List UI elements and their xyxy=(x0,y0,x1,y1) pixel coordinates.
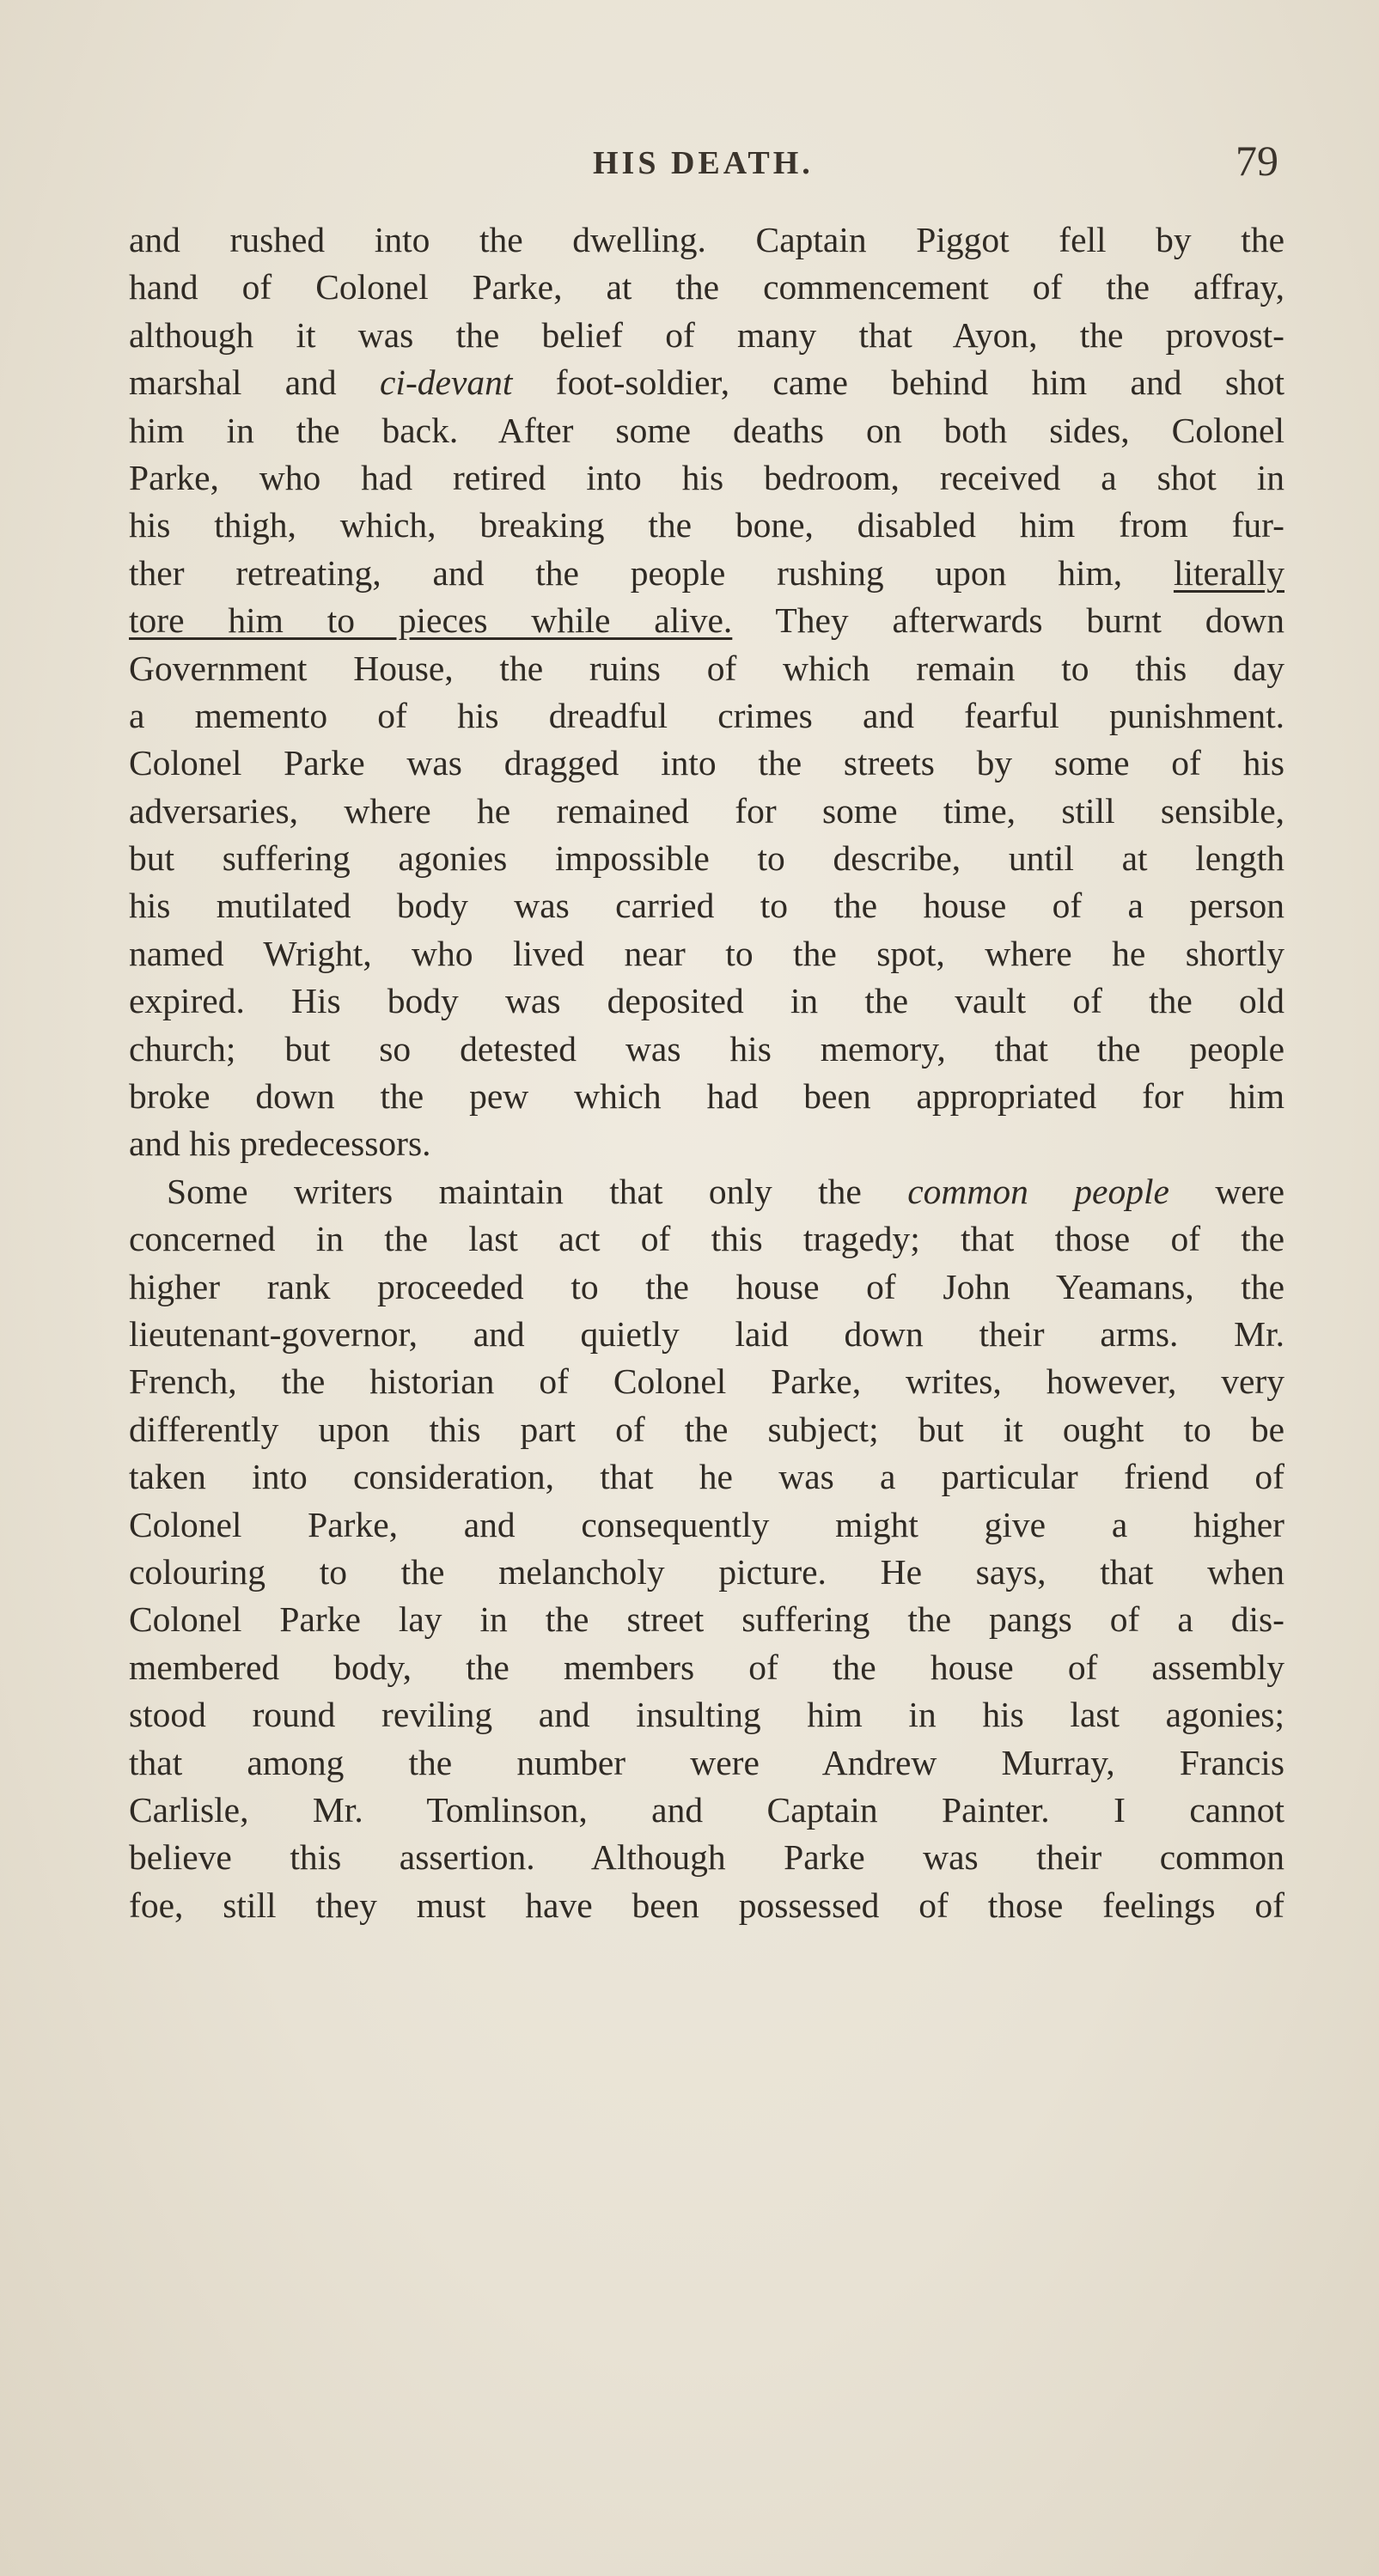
text-line: concerned in the last act of this tragedy; that those of the xyxy=(129,1219,1284,1259)
italic-term: common people xyxy=(907,1171,1169,1211)
text-line: Colonel Parke was dragged into the streets by some of his xyxy=(129,743,1284,783)
text-line xyxy=(129,550,1284,597)
page-header xyxy=(0,136,1379,196)
text-line: his mutilated body was carried to the house of a person xyxy=(129,886,1284,926)
text-line: Colonel Parke lay in the street suffering the pangs of a dis- xyxy=(129,1599,1284,1640)
text-line: and rushed into the dwelling. Captain Piggot fell by the xyxy=(129,220,1284,259)
text-line: colouring to the melancholy picture. He says, that when xyxy=(129,1551,1284,1592)
underlined-text: literally xyxy=(1173,552,1284,593)
text-line: but suffering agonies impossible to describe, until at length xyxy=(129,838,1284,879)
text-line: expired. His body was deposited in the vault of the old xyxy=(129,981,1284,1021)
text-line: Colonel Parke, and consequently might give a higher xyxy=(129,1504,1284,1544)
text-run: ther retreating, and the people rushing upon him, xyxy=(129,552,1174,593)
text-run: marshal and xyxy=(129,362,380,403)
text-line: although it was the belief of many that Ayon, the provost- xyxy=(129,314,1284,355)
underlined-text: tore him to pieces while alive. xyxy=(129,600,733,641)
text-line: that among the number were Andrew Murray, Francis xyxy=(129,1742,1284,1782)
text-line: believe this assertion. Although Parke was their common xyxy=(129,1837,1284,1878)
body-text xyxy=(129,216,1284,1929)
running-head: HIS DEATH. xyxy=(593,145,814,181)
text-line: differently upon this part of the subject; but it ought to be xyxy=(129,1409,1284,1449)
text-run: foot-soldier, came behind him and shot xyxy=(512,362,1284,403)
text-line: broke down the pew which had been appropriated for him xyxy=(129,1076,1284,1117)
text-line: hand of Colonel Parke, at the commencement of the affray, xyxy=(129,267,1284,308)
text-line: Parke, who had retired into his bedroom, received a shot in xyxy=(129,457,1284,497)
text-line xyxy=(129,1168,1284,1215)
text-line: foe, still they must have been possessed of those feelings of xyxy=(129,1885,1284,1925)
text-run: Some writers maintain that only the xyxy=(167,1171,908,1211)
text-line: Carlisle, Mr. Tomlinson, and Captain Painter. I cannot xyxy=(129,1789,1284,1830)
text-line: named Wright, who lived near to the spot, where he shortly xyxy=(129,933,1284,973)
text-line: adversaries, where he remained for some time, still sensible, xyxy=(129,790,1284,831)
text-line: taken into consideration, that he was a particular friend of xyxy=(129,1457,1284,1497)
text-line: a memento of his dreadful crimes and fearful punishment. xyxy=(129,695,1284,735)
text-run: were xyxy=(1168,1171,1284,1211)
text-run: They afterwards burnt down xyxy=(732,600,1284,641)
paragraph-2 xyxy=(129,1168,1284,1929)
text-line: French, the historian of Colonel Parke, writes, however, very xyxy=(129,1361,1284,1402)
page-number: 79 xyxy=(1236,137,1278,185)
text-line: and his predecessors. xyxy=(129,1124,431,1164)
text-line xyxy=(129,597,1284,644)
italic-term: ci-devant xyxy=(380,362,513,403)
text-line: him in the back. After some deaths on both sides, Colonel xyxy=(129,410,1284,450)
text-line: higher rank proceeded to the house of John Yeamans, the xyxy=(129,1266,1284,1306)
text-line: lieutenant-governor, and quietly laid down their arms. Mr. xyxy=(129,1313,1284,1354)
text-line xyxy=(129,359,1284,406)
text-line: his thigh, which, breaking the bone, disabled him from fur- xyxy=(129,505,1284,545)
text-line: membered body, the members of the house of assembly xyxy=(129,1647,1284,1687)
paragraph-1 xyxy=(129,216,1284,1168)
text-line: church; but so detested was his memory, that the people xyxy=(129,1028,1284,1069)
text-line: Government House, the ruins of which remain to this day xyxy=(129,648,1284,688)
text-line: stood round reviling and insulting him in his last agonies; xyxy=(129,1695,1284,1735)
